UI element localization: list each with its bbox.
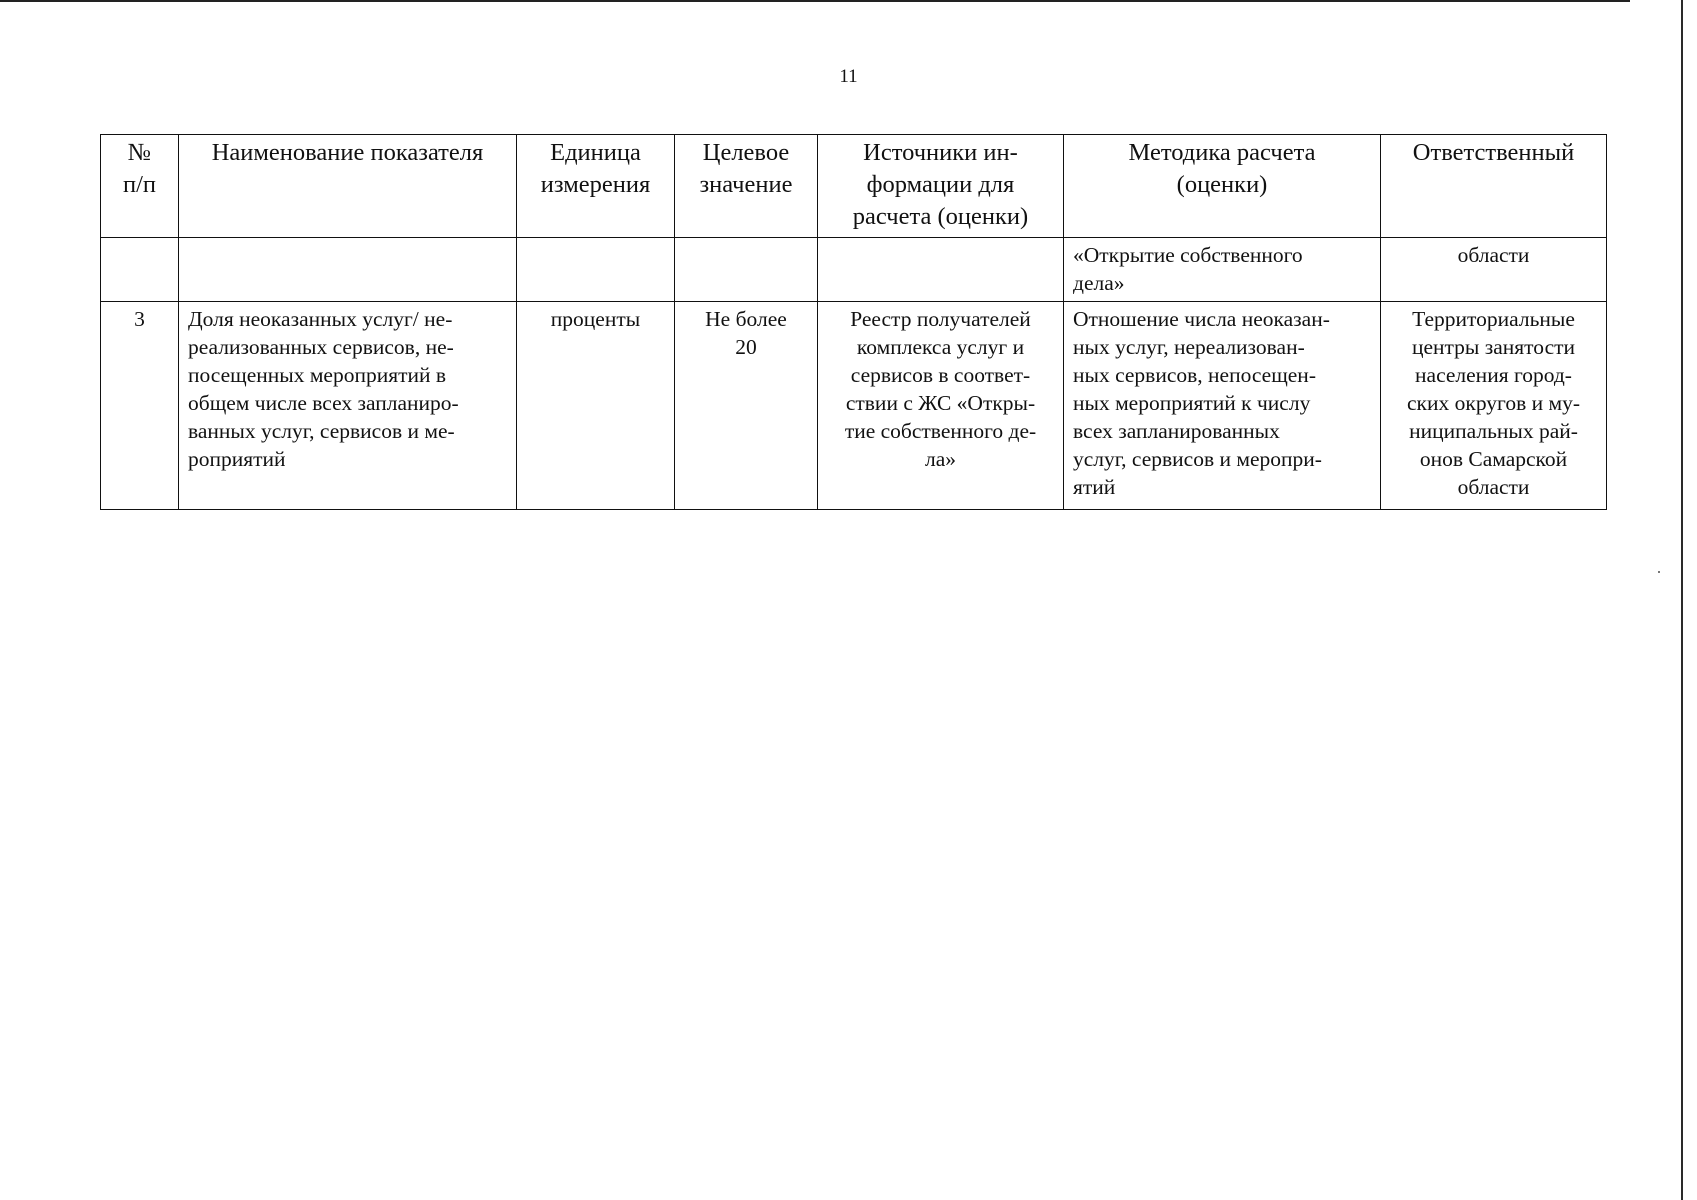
- header-method-line: (оценки): [1176, 171, 1268, 198]
- header-name: [179, 135, 517, 238]
- row3-sources-cell-line: Реестр получателей: [850, 307, 1031, 331]
- continuation-row: [101, 238, 1607, 302]
- row3-responsible-cell: [1381, 302, 1607, 510]
- cont-name-cell: [179, 238, 517, 302]
- row3-name-cell-line: роприятий: [188, 447, 286, 471]
- header-target: [675, 135, 818, 238]
- header-method: [1064, 135, 1381, 238]
- row3-sources-cell-line: ла»: [924, 447, 957, 471]
- row3-target-cell: [675, 302, 818, 510]
- header-unit: [517, 135, 675, 238]
- header-num: [101, 135, 179, 238]
- row3-name-cell-line: общем числе всех запланиро-: [188, 391, 459, 415]
- row3-method-cell-line: ных мероприятий к числу: [1073, 391, 1311, 415]
- row3-responsible-cell-line: ских округов и му-: [1407, 391, 1580, 415]
- cont-method-cell-line: дела»: [1073, 271, 1125, 295]
- row3-method-cell-line: Отношение числа неоказан-: [1073, 307, 1330, 331]
- cont-responsible-cell: [1381, 238, 1607, 302]
- row3-responsible-cell-line: области: [1457, 475, 1530, 499]
- row3-method-cell-line: всех запланированных: [1073, 419, 1280, 443]
- scan-top-edge: [0, 0, 1630, 2]
- row3-num-cell: 3: [101, 302, 179, 510]
- cont-sources-cell: [818, 238, 1064, 302]
- row3-sources-cell-line: сервисов в соответ-: [850, 363, 1031, 387]
- cont-num-cell: [101, 238, 179, 302]
- row3-method-cell-line: ятий: [1073, 475, 1116, 499]
- header-sources: [818, 135, 1064, 238]
- row3-target-cell-line: 20: [735, 335, 757, 359]
- header-sources-line: расчета (оценки): [852, 203, 1029, 230]
- row3-method-cell-line: услуг, сервисов и меропри-: [1073, 447, 1322, 471]
- row3-method-cell-line: ных услуг, нереализован-: [1073, 335, 1305, 359]
- row3-target-cell-line: Не более: [705, 307, 787, 331]
- row3-name-cell: [179, 302, 517, 510]
- cont-target-cell: [675, 238, 818, 302]
- scan-speck: [1658, 571, 1660, 573]
- header-num-line: №: [127, 139, 152, 166]
- row3-name-cell-line: реализованных сервисов, не-: [188, 335, 454, 359]
- row3-name-cell-line: Доля неоказанных услуг/ не-: [188, 307, 453, 331]
- header-method-line: Методика расчета: [1128, 139, 1316, 166]
- header-target-line: Целевое: [702, 139, 790, 166]
- page-number: 11: [839, 66, 858, 87]
- header-unit-line: измерения: [540, 171, 651, 198]
- header-responsible: [1381, 135, 1607, 238]
- header-row: [101, 135, 1607, 238]
- header-target-line: значение: [699, 171, 793, 198]
- row3-method-cell: [1064, 302, 1381, 510]
- table-row: [101, 302, 1607, 510]
- header-sources-line: формации для: [866, 171, 1015, 198]
- header-num-line: п/п: [122, 171, 157, 198]
- cont-method-cell: [1064, 238, 1381, 302]
- cont-responsible-cell-line: области: [1457, 243, 1530, 267]
- header-sources-line: Источники ин-: [863, 139, 1018, 166]
- row3-sources-cell-line: комплекса услуг и: [856, 335, 1025, 359]
- row3-name-cell-line: ванных услуг, сервисов и ме-: [188, 419, 455, 443]
- row3-method-cell-line: ных сервисов, непосещен-: [1073, 363, 1316, 387]
- row3-responsible-cell-line: ниципальных рай-: [1409, 419, 1578, 443]
- row3-responsible-cell-line: онов Самарской: [1419, 447, 1568, 471]
- row3-name-cell-line: посещенных мероприятий в: [188, 363, 447, 387]
- header-name-line: Наименование показателя: [211, 139, 484, 166]
- row3-responsible-cell-line: центры занятости: [1411, 335, 1576, 359]
- header-responsible-line: Ответственный: [1412, 139, 1575, 166]
- cont-method-cell-line: «Открытие собственного: [1073, 243, 1303, 267]
- cont-unit-cell: [517, 238, 675, 302]
- row3-unit-cell: проценты: [517, 302, 675, 510]
- scan-right-edge: [1681, 0, 1683, 1200]
- row3-sources-cell-line: тие собственного де-: [844, 419, 1037, 443]
- indicator-table: [100, 134, 1607, 510]
- row3-sources-cell-line: ствии с ЖС «Откры-: [845, 391, 1036, 415]
- row3-responsible-cell-line: Территориальные: [1412, 307, 1575, 331]
- row3-responsible-cell-line: населения город-: [1415, 363, 1572, 387]
- row3-sources-cell: [818, 302, 1064, 510]
- header-unit-line: Единица: [550, 139, 641, 166]
